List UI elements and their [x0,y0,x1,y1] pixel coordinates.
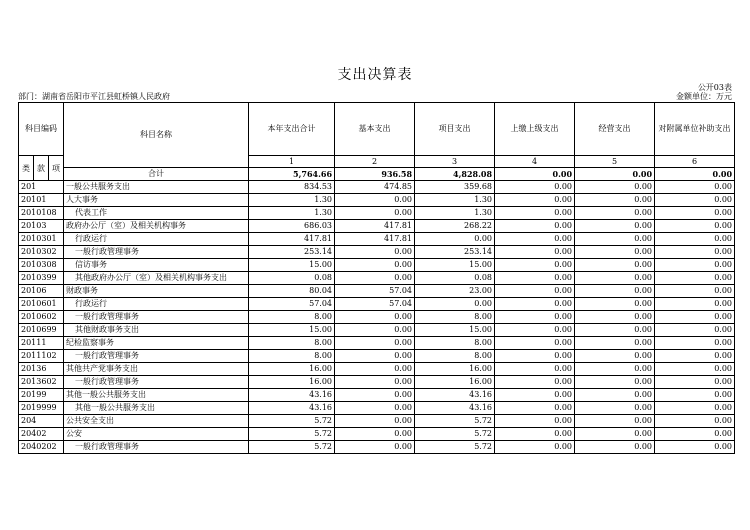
row-total: 16.00 [249,376,335,389]
header-kuan: 款 [34,156,49,181]
row-project: 8.00 [415,337,495,350]
row-basic: 474.85 [335,181,415,194]
row-basic: 0.00 [335,194,415,207]
row-subsidy: 0.00 [655,194,735,207]
row-subsidy: 0.00 [655,389,735,402]
table-row [19,194,735,207]
row-basic: 0.00 [335,324,415,337]
row-name: 一般行政管理事务 [64,376,249,389]
row-upper: 0.00 [495,207,575,220]
total-basic: 936.58 [335,168,415,181]
row-basic: 0.00 [335,415,415,428]
row-total: 57.04 [249,298,335,311]
row-total: 1.30 [249,207,335,220]
row-operation: 0.00 [575,259,655,272]
table-row [19,272,735,285]
row-total: 80.04 [249,285,335,298]
row-project: 253.14 [415,246,495,259]
row-upper: 0.00 [495,246,575,259]
row-subsidy: 0.00 [655,233,735,246]
row-subsidy: 0.00 [655,220,735,233]
row-upper: 0.00 [495,389,575,402]
row-code: 2010301 [19,233,64,246]
unit-label: 金额单位：万元 [676,92,732,101]
row-operation: 0.00 [575,402,655,415]
table-row [19,428,735,441]
row-operation: 0.00 [575,233,655,246]
table-row [19,220,735,233]
row-project: 43.16 [415,402,495,415]
row-code: 2010302 [19,246,64,259]
expenditure-table [18,102,735,454]
row-subsidy: 0.00 [655,181,735,194]
table-row [19,181,735,194]
table-body [19,181,735,454]
total-label: 合计 [64,168,249,181]
row-name: 公共安全支出 [64,415,249,428]
row-total: 15.00 [249,259,335,272]
row-operation: 0.00 [575,441,655,454]
header-code: 科目编码 [19,103,64,156]
row-code: 2010108 [19,207,64,220]
row-code: 2010308 [19,259,64,272]
table-row [19,337,735,350]
row-name: 其他一般公共服务支出 [64,389,249,402]
col-2: 2 [335,156,415,168]
row-total: 5.72 [249,415,335,428]
row-project: 16.00 [415,376,495,389]
row-basic: 0.00 [335,272,415,285]
row-operation: 0.00 [575,220,655,233]
row-total: 834.53 [249,181,335,194]
header-upper: 上缴上级支出 [495,103,575,156]
row-code: 2040202 [19,441,64,454]
row-upper: 0.00 [495,285,575,298]
row-upper: 0.00 [495,324,575,337]
row-basic: 0.00 [335,350,415,363]
row-basic: 0.00 [335,376,415,389]
row-basic: 0.00 [335,259,415,272]
row-project: 8.00 [415,350,495,363]
header-total: 本年支出合计 [249,103,335,156]
row-upper: 0.00 [495,194,575,207]
header-row [19,103,735,156]
row-code: 2011102 [19,350,64,363]
table-row [19,363,735,376]
table-row [19,259,735,272]
row-project: 23.00 [415,285,495,298]
row-project: 5.72 [415,415,495,428]
row-name: 行政运行 [64,233,249,246]
row-name: 财政事务 [64,285,249,298]
row-upper: 0.00 [495,363,575,376]
table-row [19,402,735,415]
row-code: 20103 [19,220,64,233]
row-code: 204 [19,415,64,428]
row-subsidy: 0.00 [655,441,735,454]
total-row [19,168,735,181]
row-total: 417.81 [249,233,335,246]
row-project: 1.30 [415,194,495,207]
row-basic: 57.04 [335,298,415,311]
row-name: 代表工作 [64,207,249,220]
row-basic: 57.04 [335,285,415,298]
total-operation: 0.00 [575,168,655,181]
row-name: 其他一般公共服务支出 [64,402,249,415]
table-row [19,350,735,363]
row-basic: 0.00 [335,246,415,259]
row-upper: 0.00 [495,428,575,441]
department-label: 部门：湖南省岳阳市平江县虹桥镇人民政府 [18,92,170,101]
row-operation: 0.00 [575,337,655,350]
row-project: 16.00 [415,363,495,376]
row-project: 5.72 [415,441,495,454]
row-project: 1.30 [415,207,495,220]
header-operation: 经营支出 [575,103,655,156]
row-code: 2010601 [19,298,64,311]
row-code: 2010699 [19,324,64,337]
table-row [19,389,735,402]
row-total: 15.00 [249,324,335,337]
row-upper: 0.00 [495,220,575,233]
header-subsidy: 对附属单位补助支出 [655,103,735,156]
header-name: 科目名称 [64,103,249,168]
row-operation: 0.00 [575,246,655,259]
row-total: 253.14 [249,246,335,259]
row-subsidy: 0.00 [655,363,735,376]
row-basic: 0.00 [335,207,415,220]
row-total: 16.00 [249,363,335,376]
row-subsidy: 0.00 [655,402,735,415]
row-basic: 0.00 [335,337,415,350]
row-basic: 417.81 [335,233,415,246]
row-operation: 0.00 [575,350,655,363]
row-upper: 0.00 [495,272,575,285]
row-name: 一般行政管理事务 [64,350,249,363]
row-subsidy: 0.00 [655,285,735,298]
row-total: 8.00 [249,337,335,350]
row-code: 20106 [19,285,64,298]
row-project: 0.08 [415,272,495,285]
row-project: 15.00 [415,259,495,272]
row-project: 0.00 [415,298,495,311]
row-name: 其他财政事务支出 [64,324,249,337]
row-operation: 0.00 [575,181,655,194]
row-name: 公安 [64,428,249,441]
total-project: 4,828.08 [415,168,495,181]
row-subsidy: 0.00 [655,415,735,428]
row-project: 8.00 [415,311,495,324]
row-project: 0.00 [415,233,495,246]
row-subsidy: 0.00 [655,272,735,285]
row-project: 43.16 [415,389,495,402]
row-basic: 0.00 [335,311,415,324]
row-operation: 0.00 [575,311,655,324]
row-project: 268.22 [415,220,495,233]
row-code: 2013602 [19,376,64,389]
row-project: 359.68 [415,181,495,194]
row-name: 其他政府办公厅（室）及相关机构事务支出 [64,272,249,285]
table-row [19,207,735,220]
row-operation: 0.00 [575,415,655,428]
table-row [19,233,735,246]
table-row [19,441,735,454]
row-basic: 0.00 [335,441,415,454]
row-subsidy: 0.00 [655,246,735,259]
row-total: 0.08 [249,272,335,285]
row-upper: 0.00 [495,298,575,311]
page-title: 支出决算表 [337,67,413,83]
row-upper: 0.00 [495,415,575,428]
row-basic: 0.00 [335,402,415,415]
header-basic: 基本支出 [335,103,415,156]
row-code: 20101 [19,194,64,207]
row-operation: 0.00 [575,285,655,298]
row-subsidy: 0.00 [655,207,735,220]
table-row [19,415,735,428]
table-row [19,324,735,337]
table-row [19,298,735,311]
col-6: 6 [655,156,735,168]
row-total: 43.16 [249,389,335,402]
table-row [19,246,735,259]
row-subsidy: 0.00 [655,259,735,272]
row-subsidy: 0.00 [655,311,735,324]
row-operation: 0.00 [575,194,655,207]
row-operation: 0.00 [575,324,655,337]
row-operation: 0.00 [575,389,655,402]
row-code: 2019999 [19,402,64,415]
row-total: 1.30 [249,194,335,207]
row-code: 20136 [19,363,64,376]
row-upper: 0.00 [495,350,575,363]
table-row [19,311,735,324]
row-upper: 0.00 [495,376,575,389]
total-total: 5,764.66 [249,168,335,181]
row-project: 5.72 [415,428,495,441]
row-name: 一般行政管理事务 [64,441,249,454]
row-code: 2010602 [19,311,64,324]
row-operation: 0.00 [575,272,655,285]
row-name: 信访事务 [64,259,249,272]
row-name: 人大事务 [64,194,249,207]
row-upper: 0.00 [495,233,575,246]
row-upper: 0.00 [495,402,575,415]
table-id: 公开03表 [697,83,732,92]
row-basic: 0.00 [335,389,415,402]
row-code: 20199 [19,389,64,402]
row-upper: 0.00 [495,311,575,324]
row-total: 8.00 [249,311,335,324]
row-project: 15.00 [415,324,495,337]
col-5: 5 [575,156,655,168]
row-code: 20111 [19,337,64,350]
total-subsidy: 0.00 [655,168,735,181]
col-1: 1 [249,156,335,168]
header-project: 项目支出 [415,103,495,156]
row-subsidy: 0.00 [655,376,735,389]
row-total: 43.16 [249,402,335,415]
row-basic: 417.81 [335,220,415,233]
row-subsidy: 0.00 [655,324,735,337]
row-name: 政府办公厅（室）及相关机构事务 [64,220,249,233]
row-basic: 0.00 [335,428,415,441]
total-upper: 0.00 [495,168,575,181]
col-3: 3 [415,156,495,168]
row-total: 5.72 [249,428,335,441]
row-name: 一般行政管理事务 [64,311,249,324]
row-subsidy: 0.00 [655,428,735,441]
row-name: 行政运行 [64,298,249,311]
row-name: 一般行政管理事务 [64,246,249,259]
header-lei: 类 [19,156,34,181]
table-row [19,285,735,298]
row-operation: 0.00 [575,376,655,389]
row-upper: 0.00 [495,441,575,454]
row-total: 686.03 [249,220,335,233]
row-subsidy: 0.00 [655,337,735,350]
row-operation: 0.00 [575,207,655,220]
row-name: 纪检监察事务 [64,337,249,350]
row-subsidy: 0.00 [655,350,735,363]
row-code: 20402 [19,428,64,441]
row-operation: 0.00 [575,363,655,376]
row-operation: 0.00 [575,298,655,311]
row-total: 5.72 [249,441,335,454]
row-name: 其他共产党事务支出 [64,363,249,376]
row-upper: 0.00 [495,259,575,272]
row-operation: 0.00 [575,428,655,441]
col-4: 4 [495,156,575,168]
header-xiang: 项 [49,156,64,181]
row-name: 一般公共服务支出 [64,181,249,194]
row-code: 201 [19,181,64,194]
table-row [19,376,735,389]
row-upper: 0.00 [495,181,575,194]
row-code: 2010399 [19,272,64,285]
row-total: 8.00 [249,350,335,363]
row-subsidy: 0.00 [655,298,735,311]
row-basic: 0.00 [335,363,415,376]
row-upper: 0.00 [495,337,575,350]
